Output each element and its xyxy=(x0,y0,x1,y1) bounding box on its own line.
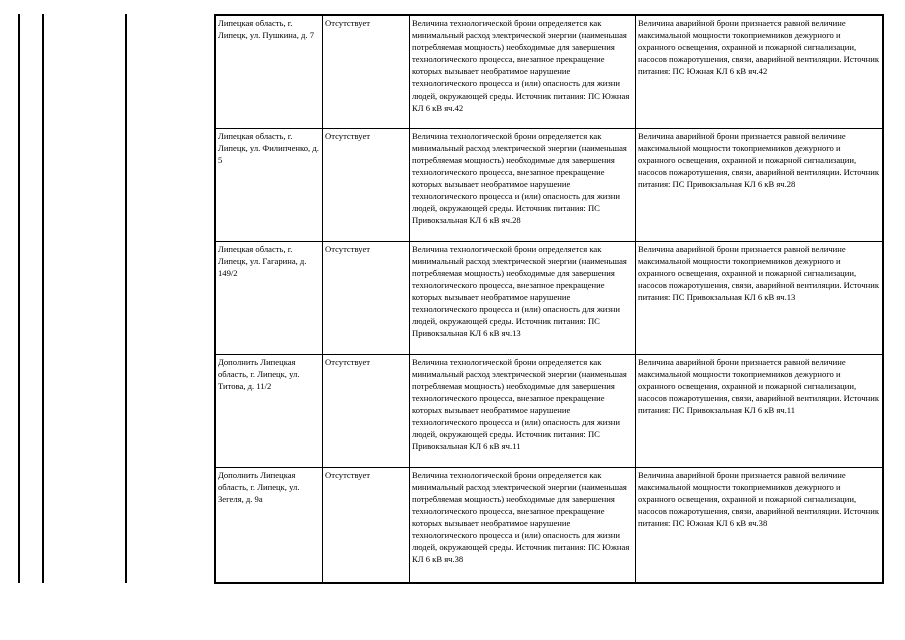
left-margin-rule xyxy=(18,14,20,583)
status-cell: Отсутствует xyxy=(323,128,410,241)
tech-reserve-cell: Величина технологической брони определяется как минимальный расход электрической энергии (наименьшая потребляемая мощность) необходимые для завершения технологического процесса, внезапное прекращение которых вызывает необратимое нарушение технологического процесса и (или) опасность для жизни людей, окружающей среды. Источник питания: ПС Южная КЛ 6 кВ яч.42 xyxy=(410,15,636,128)
status-cell: Отсутствует xyxy=(323,354,410,467)
left-margin-rule xyxy=(42,14,44,583)
table-row xyxy=(215,354,883,467)
tech-reserve-cell: Величина технологической брони определяется как минимальный расход электрической энергии (наименьшая потребляемая мощность) необходимые для завершения технологического процесса, внезапное прекращение которых вызывает необратимое нарушение технологического процесса и (или) опасность для жизни людей, окружающей среды. Источник питания: ПС Привокзальная КЛ 6 кВ яч.28 xyxy=(410,128,636,241)
table-row xyxy=(215,15,883,128)
power-reserve-table xyxy=(214,14,884,584)
table-row xyxy=(215,241,883,354)
address-cell: Липецкая область, г. Липецк, ул. Филипченко, д. 5 xyxy=(215,128,323,241)
emergency-reserve-cell: Величина аварийной брони признается равной величине максимальной мощности токоприемников дежурного и охранного освещения, охранной и пожарной сигнализации, насосов пожаротушения, связи, аварийной вентиляции. Источник питания: ПС Привокзальная КЛ 6 кВ яч.28 xyxy=(636,128,884,241)
tech-reserve-cell: Величина технологической брони определяется как минимальный расход электрической энергии (наименьшая потребляемая мощность) необходимые для завершения технологического процесса, внезапное прекращение которых вызывает необратимое нарушение технологического процесса и (или) опасность для жизни людей, окружающей среды. Источник питания: ПС Привокзальная КЛ 6 кВ яч.11 xyxy=(410,354,636,467)
emergency-reserve-cell: Величина аварийной брони признается равной величине максимальной мощности токоприемников дежурного и охранного освещения, охранной и пожарной сигнализации, насосов пожаротушения, связи, аварийной вентиляции. Источник питания: ПС Южная КЛ 6 кВ яч.38 xyxy=(636,467,884,583)
tech-reserve-cell: Величина технологической брони определяется как минимальный расход электрической энергии (наименьшая потребляемая мощность) необходимые для завершения технологического процесса, внезапное прекращение которых вызывает необратимое нарушение технологического процесса и (или) опасность для жизни людей, окружающей среды. Источник питания: ПС Южная КЛ 6 кВ яч.38 xyxy=(410,467,636,583)
status-cell: Отсутствует xyxy=(323,241,410,354)
emergency-reserve-cell: Величина аварийной брони признается равной величине максимальной мощности токоприемников дежурного и охранного освещения, охранной и пожарной сигнализации, насосов пожаротушения, связи, аварийной вентиляции. Источник питания: ПС Привокзальная КЛ 6 кВ яч.13 xyxy=(636,241,884,354)
status-cell: Отсутствует xyxy=(323,467,410,583)
emergency-reserve-cell: Величина аварийной брони признается равной величине максимальной мощности токоприемников дежурного и охранного освещения, охранной и пожарной сигнализации, насосов пожаротушения, связи, аварийной вентиляции. Источник питания: ПС Привокзальная КЛ 6 кВ яч.11 xyxy=(636,354,884,467)
emergency-reserve-cell: Величина аварийной брони признается равной величине максимальной мощности токоприемников дежурного и охранного освещения, охранной и пожарной сигнализации, насосов пожаротушения, связи, аварийной вентиляции. Источник питания: ПС Южная КЛ 6 кВ яч.42 xyxy=(636,15,884,128)
table-row xyxy=(215,467,883,583)
address-cell: Липецкая область, г. Липецк, ул. Гагарина, д. 149/2 xyxy=(215,241,323,354)
address-cell: Липецкая область, г. Липецк, ул. Пушкина, д. 7 xyxy=(215,15,323,128)
left-margin-rule xyxy=(125,14,127,583)
table-row xyxy=(215,128,883,241)
status-cell: Отсутствует xyxy=(323,15,410,128)
address-cell: Дополнить Липецкая область, г. Липецк, ул. Зегеля, д. 9а xyxy=(215,467,323,583)
address-cell: Дополнить Липецкая область, г. Липецк, ул. Титова, д. 11/2 xyxy=(215,354,323,467)
tech-reserve-cell: Величина технологической брони определяется как минимальный расход электрической энергии (наименьшая потребляемая мощность) необходимые для завершения технологического процесса, внезапное прекращение которых вызывает необратимое нарушение технологического процесса и (или) опасность для жизни людей, окружающей среды. Источник питания: ПС Привокзальная КЛ 6 кВ яч.13 xyxy=(410,241,636,354)
